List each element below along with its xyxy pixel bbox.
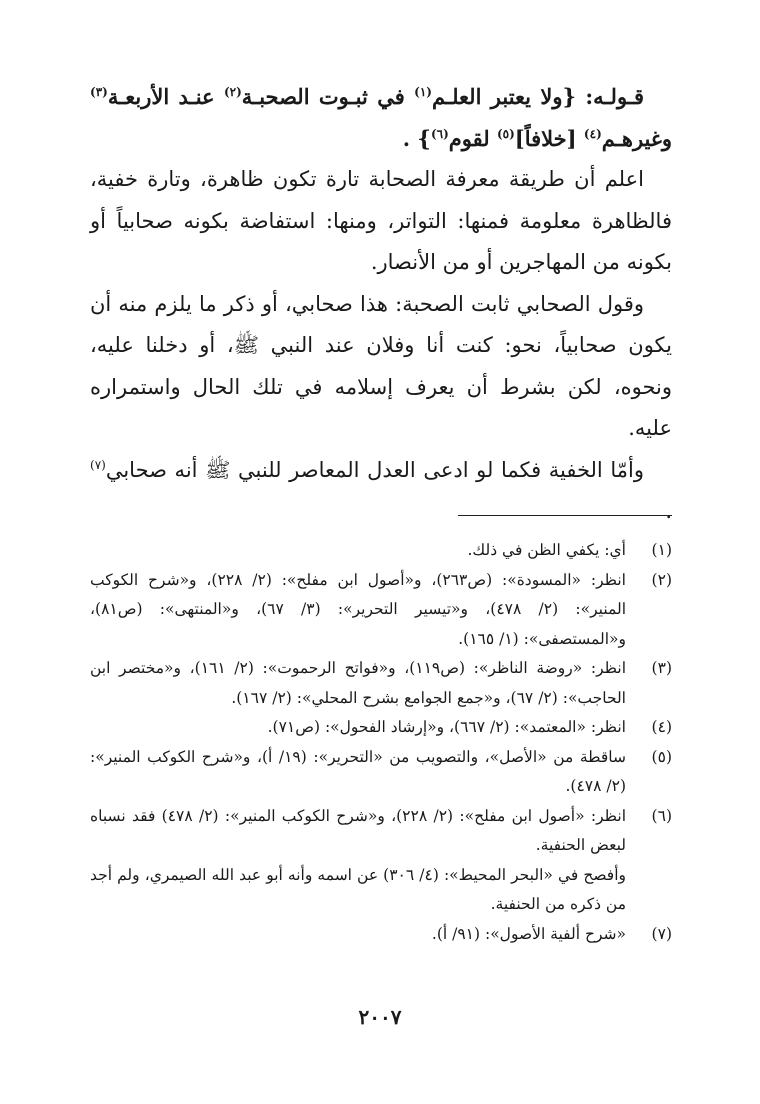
footnotes xyxy=(90,536,672,949)
footnote-line: ساقطة من «الأصل»، والتصويب من «التحرير»: (١٩/ أ)، و«شرح الكوكب المنير»: (٢/ ٤٧٨). xyxy=(90,747,626,795)
footnote-number: (٦) xyxy=(651,806,672,825)
footnote-text xyxy=(90,654,626,713)
footnote-line: انظر: «المسودة»: (ص٢٦٣)، و«أصول ابن مفلح»: (٢/ ٢٢٨)، و«شرح الكوكب المنير»: (٢/ ٤٧٨)، و«تيسير التحرير»: (٣/ ٦٧)، و«المنتهى»: (ص٨١)، و«المستصفى»: (١/ ١٦٥). xyxy=(90,570,627,648)
footnote-line: «شرح ألفية الأصول»: (٩١/ أ). xyxy=(431,924,626,943)
footnote-number: (٣) xyxy=(651,659,672,677)
footnote-text xyxy=(90,743,626,802)
footnote-line: أي: يكفي الظن في ذلك. xyxy=(467,541,626,559)
footnote-text xyxy=(90,802,626,920)
footnote-number: (٧) xyxy=(651,924,672,943)
quote-segment: قـولـه: {ولا يعتبر العلـم xyxy=(431,84,644,109)
paragraph: وقول الصحابي ثابت الصحبة: هذا صحابي، أو ذكر ما يلزم منه أن يكون صحابياً، نحو: كنت أنا وفلان عند النبي ﷺ، أو دخلنا عليه، ونحوه، لكن بشرط أن يعرف إسلامه في تلك الحال واستمراره عليه. xyxy=(90,291,672,440)
footnote-divider xyxy=(458,515,672,516)
quote-segment: لقوم xyxy=(448,125,497,151)
quote-segment: عنـد الأربعـة xyxy=(107,84,224,109)
footnote xyxy=(90,743,672,802)
footnote-ref[interactable]: (٣) xyxy=(90,85,108,99)
footnote-number: (٥) xyxy=(651,747,672,766)
footnote-line: وأفصح في «البحر المحيط»: (٤/ ٣٠٦) عن اسمه وأنه أبو عبد الله الصيمري، ولم أجد من ذكره من الحنفية. xyxy=(90,865,626,913)
footnote xyxy=(90,920,672,950)
footnote-number: (٢) xyxy=(651,570,672,589)
paragraph-segment: وأمّا الخفية فكما لو ادعى العدل المعاصر للنبي ﷺ أنه صحابي xyxy=(105,457,644,482)
footnote-line: انظر: «المعتمد»: (٢/ ٦٦٧)، و«إرشاد الفحول»: (ص٧١). xyxy=(267,718,626,736)
footnote-ref[interactable]: (٥) xyxy=(496,126,515,141)
page-number: ٢٠٠٧ xyxy=(358,1005,402,1029)
quote-segment: } . xyxy=(402,125,431,151)
footnote-ref[interactable]: (٦) xyxy=(430,126,449,141)
footnote xyxy=(90,566,672,655)
quote-segment: [خلافاً] xyxy=(514,125,584,151)
footnote xyxy=(90,713,672,743)
footnote-line: انظر: «روضة الناظر»: (ص١١٩)، و«فواتح الرحموت»: (٢/ ١٦١)، و«مختصر ابن الحاجب»: (٢/ ٦٧)، و«جمع الجوامع بشرح المحلي»: (٢/ ١٦٧). xyxy=(90,659,626,707)
footnote xyxy=(90,536,672,566)
footnote-ref[interactable]: (٤) xyxy=(583,126,602,141)
paragraph-segment: . xyxy=(665,499,672,523)
quote-segment: وغيرهـم xyxy=(601,125,672,151)
footnote xyxy=(90,654,672,713)
quoted-statement xyxy=(90,76,672,159)
paragraph: اعلم أن طريقة معرفة الصحابة تارة تكون ظاهرة، وتارة خفية، فالظاهرة معلومة فمنها: التواتر، ومنها: استفاضة بكونه صحابياً أو بكونه من المهاجرين أو من الأنصار. xyxy=(90,167,672,274)
main-text xyxy=(90,76,672,533)
footnote-text xyxy=(90,536,626,566)
footnote-number: (١) xyxy=(651,541,672,559)
footnote-ref[interactable]: (١) xyxy=(414,85,432,99)
footnote-text xyxy=(90,920,626,950)
footnote xyxy=(90,802,672,920)
footnote-ref[interactable]: (٢) xyxy=(223,85,242,99)
footnote-number: (٤) xyxy=(651,718,672,736)
footnote-line: انظر: «أصول ابن مفلح»: (٢/ ٢٢٨)، و«شرح الكوكب المنير»: (٢/ ٤٧٨) فقد نسباه لبعض الحنفية. xyxy=(90,806,626,854)
footnote-text xyxy=(90,713,626,743)
footnote-text xyxy=(90,566,626,655)
footnote-ref[interactable]: (٧) xyxy=(90,457,106,472)
quote-segment: في ثبـوت الصحبـة xyxy=(241,84,415,109)
paragraph xyxy=(90,450,672,533)
